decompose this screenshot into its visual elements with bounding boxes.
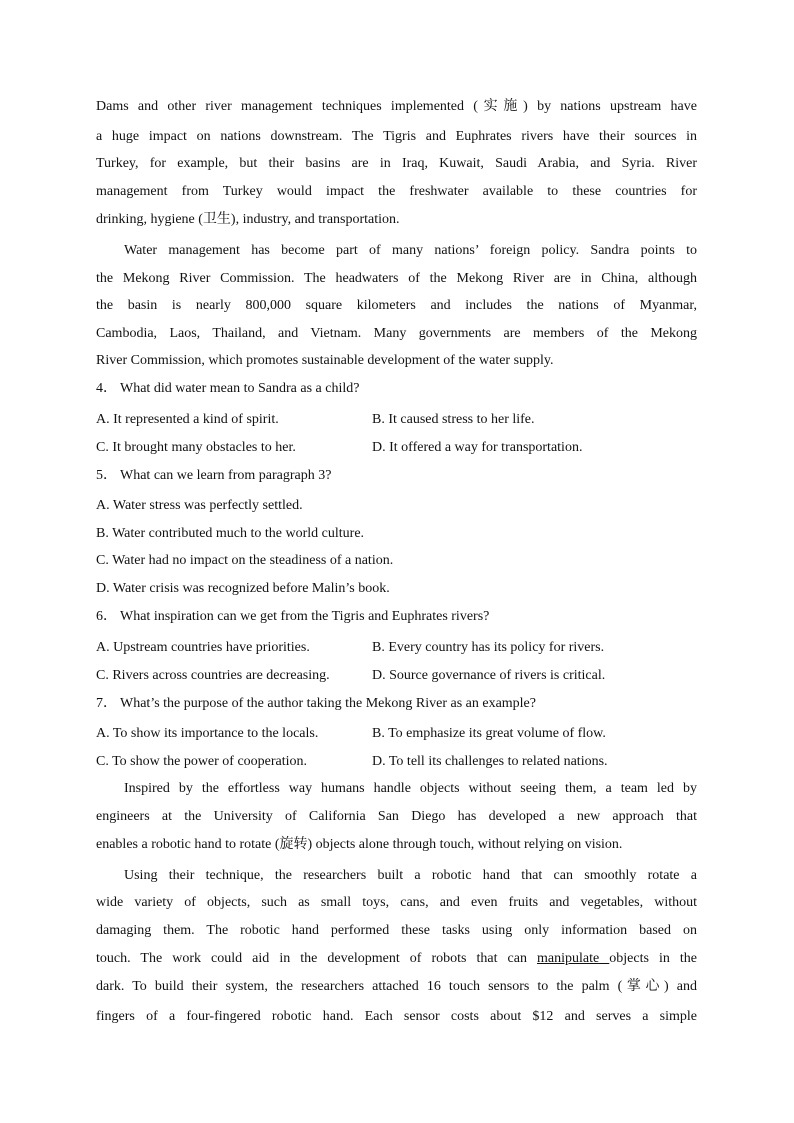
passage-line: fingers of a four-fingered robotic hand. Each sensor costs about $12 and serves a simple (96, 1009, 697, 1024)
option-a: A. To show its importance to the locals. (96, 726, 319, 741)
option-c: C. Rivers across countries are decreasing. (96, 668, 330, 683)
question-stem (96, 466, 697, 486)
question-text: What’s the purpose of the author taking the Mekong River as an example? (120, 696, 536, 711)
question-number: 7． (96, 696, 117, 711)
passage-line: the basin is nearly 800,000 square kilometers and includes the nations of Myanmar, (96, 298, 697, 313)
question-stem (96, 607, 697, 627)
passage-line: Cambodia, Laos, Thailand, and Vietnam. Many governments are members of the Mekong (96, 326, 697, 341)
option-a: A. It represented a kind of spirit. (96, 412, 279, 427)
option-d: D. To tell its challenges to related nations. (372, 754, 608, 769)
option-d: D. Water crisis was recognized before Malin’s book. (96, 581, 390, 596)
question-number: 5． (96, 468, 117, 483)
question-stem (96, 694, 697, 714)
option-d: D. Source governance of rivers is critical. (372, 668, 606, 683)
passage-line: enables a robotic hand to rotate (旋转) objects alone through touch, without relying on vision. (96, 837, 623, 852)
question-text: What did water mean to Sandra as a child? (120, 381, 360, 396)
question-number: 6． (96, 609, 117, 624)
passage-line: River Commission, which promotes sustainable development of the water supply. (96, 353, 554, 368)
text-segment: touch. The work could aid in the development of robots that can (96, 951, 538, 966)
passage-line: wide variety of objects, such as small toys, cans, and even fruits and vegetables, without (96, 895, 697, 910)
question-text: What can we learn from paragraph 3? (120, 468, 332, 483)
passage-line: damaging them. The robotic hand performed these tasks using only information based on (96, 923, 697, 938)
option-d: D. It offered a way for transportation. (372, 440, 583, 455)
option-b: B. It caused stress to her life. (372, 412, 535, 427)
option-a: A. Water stress was perfectly settled. (96, 498, 303, 513)
passage-line (96, 949, 697, 969)
passage-line: engineers at the University of California San Diego has developed a new approach that (96, 809, 697, 824)
underlined-word: manipulate (537, 951, 610, 966)
passage-line: Inspired by the effortless way humans handle objects without seeing them, a team led by (124, 781, 697, 796)
option-b: B. Water contributed much to the world culture. (96, 526, 365, 541)
option-c: C. It brought many obstacles to her. (96, 440, 296, 455)
passage-line: Using their technique, the researchers built a robotic hand that can smoothly rotate a (124, 868, 697, 883)
option-b: B. Every country has its policy for rivers. (372, 640, 605, 655)
question-stem (96, 379, 697, 399)
option-c: C. To show the power of cooperation. (96, 754, 308, 769)
option-c: C. Water had no impact on the steadiness of a nation. (96, 553, 394, 568)
question-number: 4． (96, 381, 117, 396)
passage-line: dark. To build their system, the researchers attached 16 touch sensors to the palm (掌心) and (96, 979, 697, 994)
passage-line: management from Turkey would impact the freshwater available to these countries for (96, 184, 697, 199)
passage-line: Water management has become part of many nations’ foreign policy. Sandra points to (124, 243, 697, 258)
text-segment: objects in the (609, 951, 698, 966)
passage-line: a huge impact on nations downstream. The Tigris and Euphrates rivers have their sources in (96, 129, 697, 144)
question-text: What inspiration can we get from the Tigris and Euphrates rivers? (120, 609, 490, 624)
passage-line: Dams and other river management techniques implemented (实施) by nations upstream have (96, 99, 697, 114)
passage-line: Turkey, for example, but their basins are in Iraq, Kuwait, Saudi Arabia, and Syria. River (96, 156, 697, 171)
passage-line: drinking, hygiene (卫生), industry, and transportation. (96, 212, 400, 227)
option-a: A. Upstream countries have priorities. (96, 640, 310, 655)
passage-line: the Mekong River Commission. The headwaters of the Mekong River are in China, although (96, 271, 697, 286)
option-b: B. To emphasize its great volume of flow. (372, 726, 606, 741)
